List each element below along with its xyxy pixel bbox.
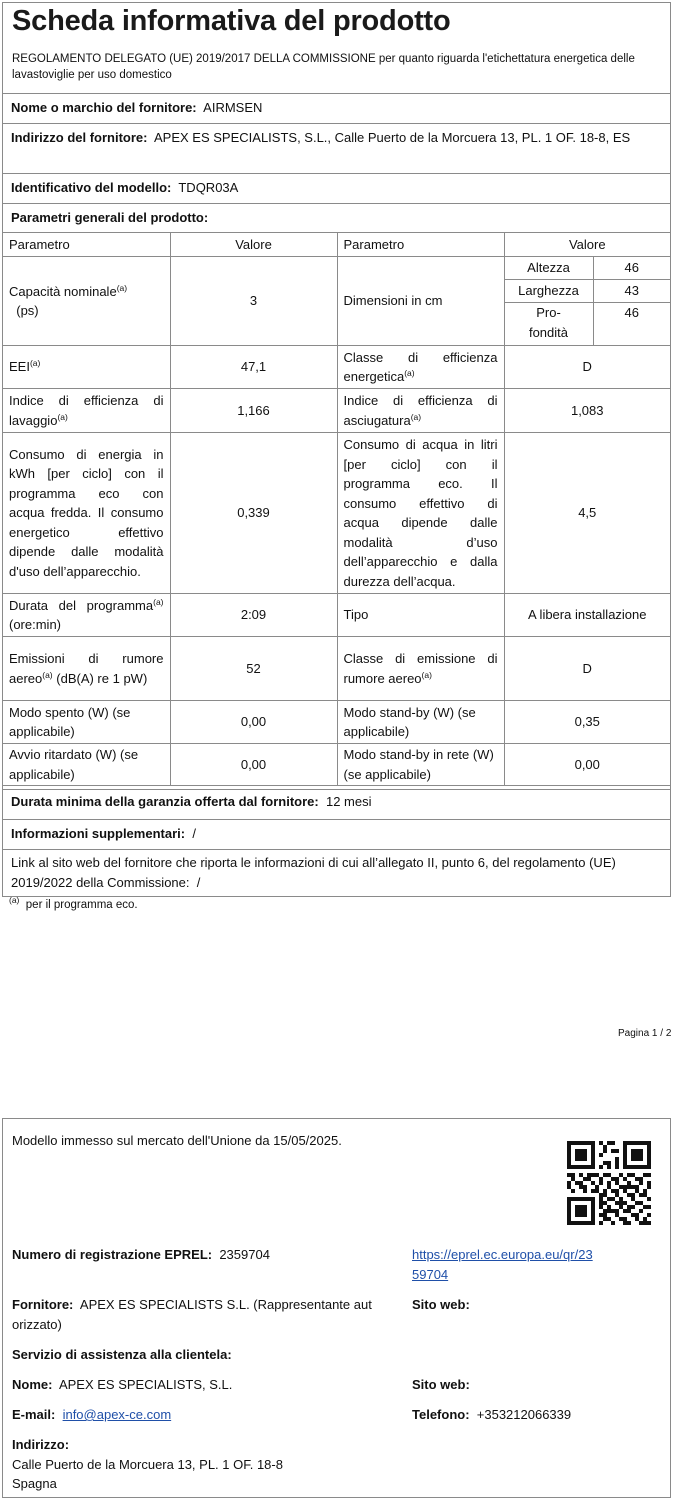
duration-value: 2:09 bbox=[170, 594, 337, 637]
depth-label-2: fondità bbox=[528, 325, 569, 340]
header-param-2: Parametro bbox=[337, 233, 504, 257]
drying-label-cell bbox=[337, 389, 504, 433]
footnote-ref: (a) bbox=[42, 669, 53, 680]
cs-name-row bbox=[12, 1375, 232, 1395]
capacity-value: 3 bbox=[170, 257, 337, 346]
warranty-value: 12 mesi bbox=[325, 794, 372, 809]
depth-label-cell bbox=[505, 303, 594, 346]
footnote-ref: (a) bbox=[404, 368, 415, 378]
capacity-label: Capacità nominale bbox=[9, 283, 117, 299]
footnote-ref: (a) bbox=[29, 358, 41, 369]
regulation-text: REGOLAMENTO DELEGATO (UE) 2019/2017 DELLA COMMISSIONE per quanto riguarda l'etichettatura energetica delle lavastoviglie per uso domestico bbox=[12, 53, 635, 81]
noise-class-label-cell bbox=[337, 637, 504, 701]
standby-label: Modo stand-by (W) (se applicabile) bbox=[337, 701, 504, 744]
table-row bbox=[3, 389, 670, 433]
water-consumption-label: Consumo di acqua in litri [per ciclo] con il programma eco. Il consumo effettivo di acqua dipende dalle modalità d’uso dell’apparecchio e dalla durezza dell’acqua. bbox=[337, 433, 504, 594]
cleaning-label-cell bbox=[3, 389, 170, 433]
energy-consumption-value: 0,339 bbox=[170, 433, 337, 594]
supplier-address-label: Indirizzo del fornitore: bbox=[11, 130, 148, 145]
duration-unit: (ore:min) bbox=[9, 617, 62, 632]
width-label: Larghezza bbox=[505, 280, 594, 303]
parameters-table bbox=[3, 232, 670, 786]
duration-label: Durata del programma bbox=[9, 597, 154, 613]
width-value: 43 bbox=[593, 280, 670, 303]
general-params-row bbox=[3, 203, 670, 232]
cs-address-label: Indirizzo: bbox=[12, 1437, 70, 1452]
footnote-text: per il programma eco. bbox=[25, 899, 138, 911]
general-params-label: Parametri generali del prodotto: bbox=[11, 210, 209, 225]
footnote bbox=[9, 895, 138, 911]
model-id-row bbox=[3, 173, 670, 203]
depth-value: 46 bbox=[593, 303, 670, 346]
eei-value: 47,1 bbox=[170, 346, 337, 389]
supplier-name-row bbox=[3, 93, 670, 123]
cs-email-label: E-mail: bbox=[12, 1407, 56, 1422]
footnote-ref: (a) bbox=[57, 411, 68, 422]
supplier-value-cont: orizzato) bbox=[12, 1316, 62, 1332]
page-1 bbox=[2, 2, 671, 897]
capacity-label-cell bbox=[3, 257, 170, 346]
cs-name-label: Nome: bbox=[12, 1377, 53, 1392]
depth-label-1: Pro- bbox=[536, 305, 561, 320]
height-label: Altezza bbox=[505, 257, 594, 280]
supplier-label: Fornitore: bbox=[12, 1297, 74, 1312]
qr-code-icon bbox=[567, 1141, 651, 1225]
table-row bbox=[3, 701, 670, 744]
capacity-unit: (ps) bbox=[16, 303, 39, 318]
supplier-address-row bbox=[3, 123, 670, 173]
header-value: Valore bbox=[170, 233, 337, 257]
energy-consumption-label: Consumo di energia in kWh [per ciclo] con il programma eco con acqua fredda. Il consumo energetico effettivo dipende dalle modalità d'uso dell’apparecchio. bbox=[3, 433, 170, 594]
supplier-name-label: Nome o marchio del fornitore: bbox=[11, 100, 197, 115]
header-value-2: Valore bbox=[504, 233, 670, 257]
table-row bbox=[3, 637, 670, 701]
page-number: Pagina 1 / 2 bbox=[618, 1028, 672, 1039]
market-date: Modello immesso sul mercato dell'Unione da 15/05/2025. bbox=[12, 1133, 342, 1148]
energy-class-label-cell bbox=[337, 346, 504, 389]
table-row bbox=[3, 346, 670, 389]
eei-label-cell bbox=[3, 346, 170, 389]
eprel-link[interactable] bbox=[412, 1245, 593, 1284]
supplier-name: AIRMSEN bbox=[203, 100, 263, 115]
dimensions-table bbox=[505, 257, 671, 345]
website-label-2: Sito web: bbox=[412, 1377, 470, 1392]
noise-label-cell bbox=[3, 637, 170, 701]
eprel-link-line-2: 59704 bbox=[412, 1266, 449, 1282]
off-mode-value: 0,00 bbox=[170, 701, 337, 744]
energy-class-label: Classe di efficienza energetica bbox=[343, 349, 498, 384]
drying-value: 1,083 bbox=[504, 389, 670, 433]
cs-phone-label: Telefono: bbox=[412, 1407, 470, 1422]
eprel-label: Numero di registrazione EPREL: bbox=[12, 1247, 213, 1262]
warranty-row bbox=[3, 789, 670, 819]
supplier-row bbox=[12, 1295, 372, 1334]
eprel-link-line-1: https://eprel.ec.europa.eu/qr/23 bbox=[412, 1247, 593, 1262]
eei-label: EEI bbox=[9, 359, 30, 375]
delay-start-label: Avvio ritardato (W) (se applicabile) bbox=[3, 744, 170, 786]
extra-info-value: / bbox=[192, 826, 196, 841]
cs-website-label bbox=[412, 1375, 470, 1395]
dimensions-cell bbox=[504, 257, 670, 346]
table-row bbox=[3, 433, 670, 594]
eprel-number: 2359704 bbox=[219, 1247, 270, 1262]
noise-value: 52 bbox=[170, 637, 337, 701]
net-standby-value: 0,00 bbox=[504, 744, 670, 786]
dimensions-label: Dimensioni in cm bbox=[337, 257, 504, 346]
extra-info-row bbox=[3, 819, 670, 849]
footnote-marker: (a) bbox=[9, 895, 20, 905]
noise-class-value: D bbox=[504, 637, 670, 701]
standby-value: 0,35 bbox=[504, 701, 670, 744]
supplier-value: APEX ES SPECIALISTS S.L. (Rappresentante aut bbox=[79, 1297, 372, 1312]
type-label: Tipo bbox=[337, 594, 504, 637]
table-row bbox=[3, 594, 670, 637]
supplier-address: APEX ES SPECIALISTS, S.L., Calle Puerto de la Morcuera 13, PL. 1 OF. 18-8, ES bbox=[154, 130, 631, 145]
customer-service-heading bbox=[12, 1345, 232, 1365]
footnote-ref: (a) bbox=[410, 411, 422, 422]
eprel-row bbox=[12, 1245, 270, 1265]
cs-phone-row bbox=[412, 1405, 571, 1425]
off-mode-label: Modo spento (W) (se applicabile) bbox=[3, 701, 170, 744]
net-standby-label: Modo stand-by in rete (W) (se applicabile) bbox=[337, 744, 504, 786]
model-id: TDQR03A bbox=[178, 180, 239, 195]
energy-class-value: D bbox=[504, 346, 670, 389]
warranty-label: Durata minima della garanzia offerta dal fornitore: bbox=[11, 794, 319, 809]
duration-label-cell bbox=[3, 594, 170, 637]
model-id-label: Identificativo del modello: bbox=[11, 180, 172, 195]
website-label: Sito web: bbox=[412, 1297, 470, 1312]
cs-address-block bbox=[12, 1435, 283, 1494]
cleaning-label: Indice di efficienza di lavaggio bbox=[9, 393, 164, 428]
cleaning-value: 1,166 bbox=[170, 389, 337, 433]
page-title: Scheda informativa del prodotto bbox=[12, 5, 451, 37]
delay-start-value: 0,00 bbox=[170, 744, 337, 786]
table-row bbox=[3, 744, 670, 786]
cs-phone-value: +353212066339 bbox=[476, 1407, 572, 1422]
noise-unit: (dB(A) re 1 pW) bbox=[56, 670, 148, 686]
supplier-website-label bbox=[412, 1295, 470, 1315]
extra-info-label: Informazioni supplementari: bbox=[11, 826, 186, 841]
website-link-row bbox=[3, 849, 670, 897]
website-link-value: / bbox=[196, 875, 201, 890]
type-value: A libera installazione bbox=[504, 594, 670, 637]
table-header-row bbox=[3, 233, 670, 257]
cs-email-row bbox=[12, 1405, 171, 1425]
height-value: 46 bbox=[593, 257, 670, 280]
footnote-ref: (a) bbox=[153, 596, 164, 607]
water-consumption-value: 4,5 bbox=[504, 433, 670, 594]
cs-email-link[interactable]: info@apex-ce.com bbox=[62, 1407, 172, 1422]
cs-address-line-1: Calle Puerto de la Morcuera 13, PL. 1 OF. 18-8 bbox=[12, 1456, 283, 1472]
page-2 bbox=[2, 1118, 671, 1498]
noise-class-label: Classe di emissione di rumore aereo bbox=[343, 651, 498, 686]
footnote-ref: (a) bbox=[116, 282, 128, 293]
drying-label: Indice di efficienza di asciugatura bbox=[343, 393, 498, 428]
cs-name-value: APEX ES SPECIALISTS, S.L. bbox=[58, 1377, 233, 1392]
customer-service-label: Servizio di assistenza alla clientela: bbox=[12, 1347, 232, 1362]
footnote-ref: (a) bbox=[421, 669, 432, 680]
header-param: Parametro bbox=[3, 233, 170, 257]
cs-address-line-2: Spagna bbox=[12, 1476, 57, 1491]
table-row bbox=[3, 257, 670, 346]
noise-label: Emissioni di rumore aereo bbox=[9, 651, 164, 686]
website-link-text: Link al sito web del fornitore che riporta le informazioni di cui all’allegato II, punto 6, del regolamento (UE) 2019/2022 della Commissione: bbox=[11, 855, 616, 890]
